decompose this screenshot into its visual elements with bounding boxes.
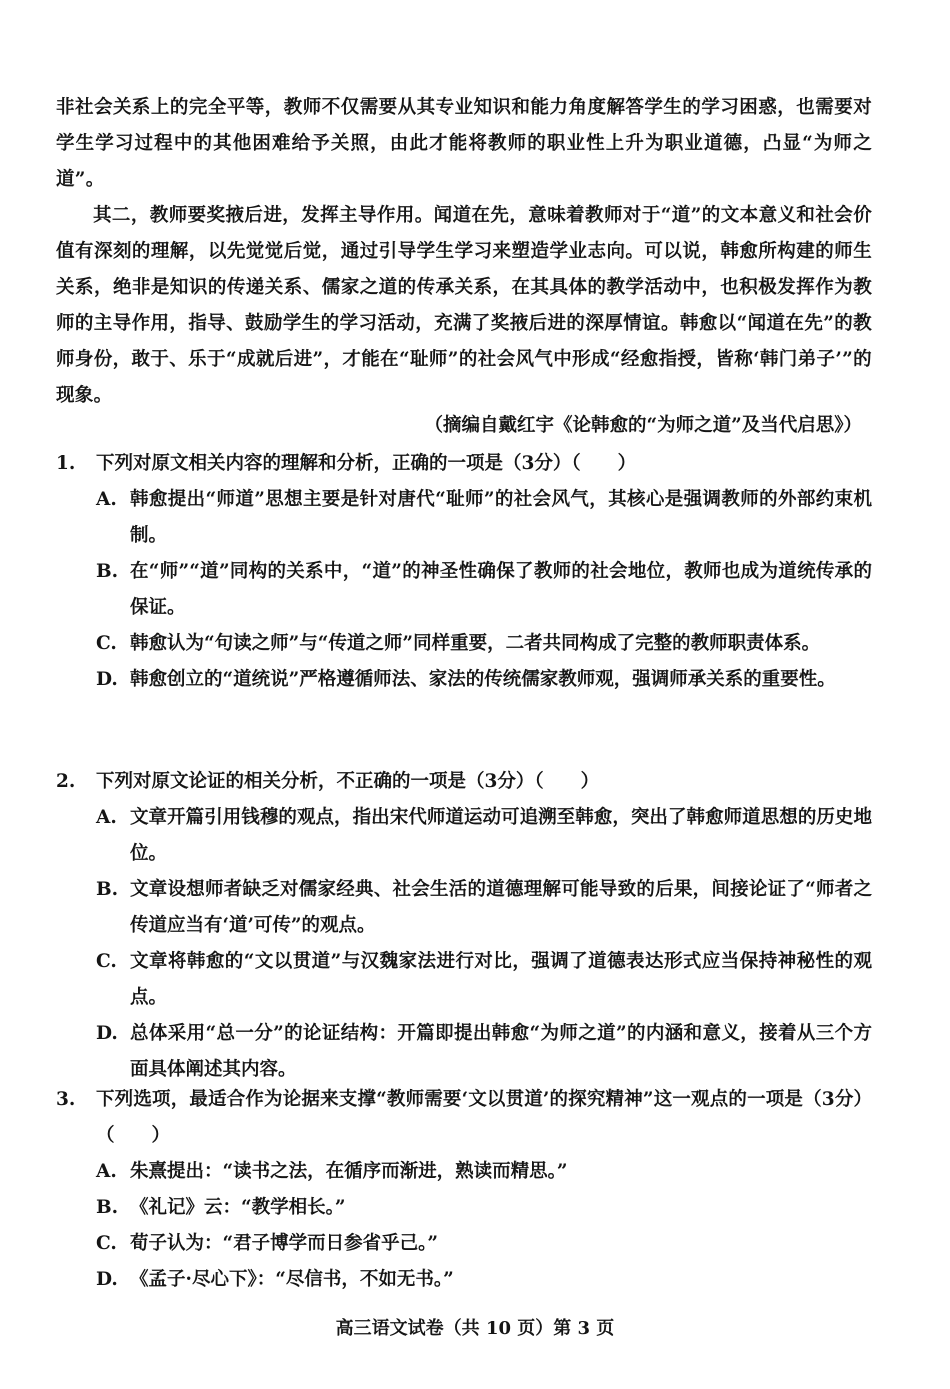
- option-d[interactable]: [96, 662, 872, 698]
- option-text: 总体采用“总一分”的论证结构：开篇即提出韩愈“为师之道”的内涵和意义，接着从三个方面具体阐述其内容。: [130, 1023, 872, 1080]
- question-number: 3.: [56, 1089, 76, 1110]
- option-key: C.: [96, 633, 117, 654]
- option-b[interactable]: [96, 872, 872, 944]
- question-stem: [56, 764, 872, 800]
- option-d[interactable]: [96, 1262, 872, 1298]
- option-text: 韩愈创立的“道统说”严格遵循师法、家法的传统儒家教师观，强调师承关系的重要性。: [130, 669, 836, 690]
- option-key: B.: [96, 1197, 119, 1218]
- question-number: 1.: [56, 453, 76, 474]
- question-1: [56, 446, 872, 698]
- option-text: 朱熹提出：“读书之法，在循序而渐进，熟读而精思。”: [130, 1161, 568, 1182]
- question-text: 下列对原文论证的相关分析，不正确的一项是（3分）（ ）: [96, 771, 600, 792]
- option-key: A.: [96, 807, 117, 828]
- option-c[interactable]: [96, 944, 872, 1016]
- option-key: D.: [96, 1023, 118, 1044]
- question-stem: [56, 446, 872, 482]
- passage-source: （摘编自戴红宇《论韩愈的“为师之道”及当代启思》）: [424, 415, 862, 436]
- option-key: C.: [96, 1233, 117, 1254]
- option-text: 文章将韩愈的“文以贯道”与汉魏家法进行对比，强调了道德表达形式应当保持神秘性的观点。: [130, 951, 872, 1008]
- question-text: 下列选项，最适合作为论据来支撑“教师需要‘文以贯道’的探究精神”这一观点的一项是（3分）（ ）: [96, 1089, 872, 1146]
- option-c[interactable]: [96, 626, 872, 662]
- question-number: 2.: [56, 771, 76, 792]
- question-2: [56, 764, 872, 1088]
- option-text: 文章开篇引用钱穆的观点，指出宋代师道运动可追溯至韩愈，突出了韩愈师道思想的历史地位。: [130, 807, 872, 864]
- question-3: [56, 1082, 872, 1298]
- option-key: C.: [96, 951, 117, 972]
- option-key: B.: [96, 561, 119, 582]
- option-key: A.: [96, 1161, 117, 1182]
- option-key: B.: [96, 879, 119, 900]
- page-footer: 高三语文试卷（共 10 页）第 3 页: [335, 1318, 615, 1339]
- option-b[interactable]: [96, 1190, 872, 1226]
- passage-paragraph-2: 其二，教师要奖掖后进，发挥主导作用。闻道在先，意味着教师对于“道”的文本意义和社会价值有深刻的理解，以先觉觉后觉，通过引导学生学习来塑造学业志向。可以说，韩愈所构建的师生关系，绝非是知识的传递关系、儒家之道的传承关系，在其具体的教学活动中，也积极发挥作为教师的主导作用，指导、鼓励学生的学习活动，充满了奖掖后进的深厚情谊。韩愈以“闻道在先”的教师身份，敢于、乐于“成就后进”，才能在“耻师”的社会风气中形成“经愈指授，皆称‘韩门弟子’”的现象。: [56, 205, 872, 406]
- option-a[interactable]: [96, 800, 872, 872]
- question-stem: [56, 1082, 872, 1154]
- option-c[interactable]: [96, 1226, 872, 1262]
- option-key: A.: [96, 489, 117, 510]
- option-text: 《礼记》云：“教学相长。”: [130, 1197, 346, 1218]
- option-text: 荀子认为：“君子博学而日参省乎己。”: [130, 1233, 439, 1254]
- option-a[interactable]: [96, 482, 872, 554]
- option-text: 在“师”“道”同构的关系中，“道”的神圣性确保了教师的社会地位，教师也成为道统传承的保证。: [130, 561, 872, 618]
- option-d[interactable]: [96, 1016, 872, 1088]
- option-key: D.: [96, 1269, 118, 1290]
- option-b[interactable]: [96, 554, 872, 626]
- option-text: 《孟子·尽心下》：“尽信书，不如无书。”: [130, 1269, 454, 1290]
- question-text: 下列对原文相关内容的理解和分析，正确的一项是（3分）（ ）: [96, 453, 637, 474]
- passage-paragraph-1: 非社会关系上的完全平等，教师不仅需要从其专业知识和能力角度解答学生的学习困惑，也需要对学生学习过程中的其他困难给予关照，由此才能将教师的职业性上升为职业道德，凸显“为师之道”。: [56, 97, 872, 190]
- option-a[interactable]: [96, 1154, 872, 1190]
- option-key: D.: [96, 669, 118, 690]
- option-text: 韩愈认为“句读之师”与“传道之师”同样重要，二者共同构成了完整的教师职责体系。: [130, 633, 821, 654]
- option-text: 韩愈提出“师道”思想主要是针对唐代“耻师”的社会风气，其核心是强调教师的外部约束机制。: [130, 489, 872, 546]
- option-text: 文章设想师者缺乏对儒家经典、社会生活的道德理解可能导致的后果，间接论证了“师者之传道应当有‘道’可传”的观点。: [130, 879, 872, 936]
